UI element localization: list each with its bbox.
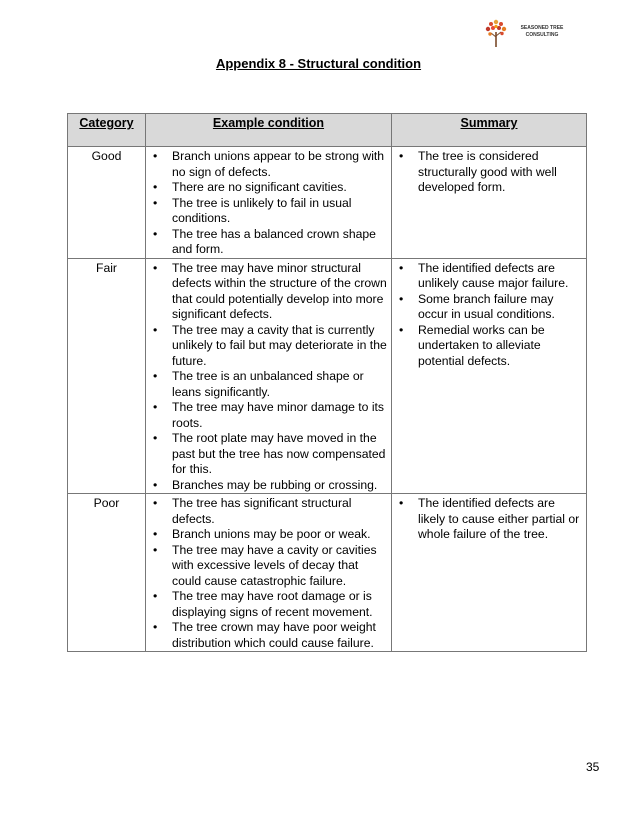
list-item: • The tree is an unbalanced shape or leans significantly.: [146, 369, 387, 400]
header-category: Category: [68, 114, 146, 147]
list-item: • The tree may a cavity that is currently unlikely to fail but may deteriorate in the future.: [146, 323, 387, 370]
list-item: • Remedial works can be undertaken to alleviate potential defects.: [392, 323, 582, 370]
condition-list: [146, 261, 387, 494]
list-item: • The identified defects are unlikely cause major failure.: [392, 261, 582, 292]
condition-cell: [146, 258, 392, 494]
page-title: Appendix 8 - Structural condition: [215, 56, 422, 71]
list-item: • Branch unions appear to be strong with no sign of defects.: [146, 149, 387, 180]
condition-list: [146, 496, 387, 651]
table-row-good: [68, 147, 587, 259]
list-item: • The tree may have root damage or is displaying signs of recent movement.: [146, 589, 387, 620]
list-item: • The tree may have minor structural defects within the structure of the crown that could potentially develop into more significant defects.: [146, 261, 387, 323]
company-logo: [483, 16, 573, 50]
list-item: • The tree is unlikely to fail in usual conditions.: [146, 196, 387, 227]
summary-cell: [392, 494, 587, 652]
list-item: • There are no significant cavities.: [146, 180, 387, 196]
list-item: • Branches may be rubbing or crossing.: [146, 478, 387, 494]
structural-condition-table: [67, 113, 587, 652]
summary-list: [392, 496, 582, 543]
condition-cell: [146, 147, 392, 259]
logo-text: SEASONED TREE CONSULTING: [520, 25, 564, 38]
category-cell: Poor: [68, 494, 146, 652]
summary-cell: [392, 147, 587, 259]
list-item: • The root plate may have moved in the past but the tree has now compensated for this.: [146, 431, 387, 478]
condition-list: [146, 149, 387, 258]
header-example-condition: Example condition: [146, 114, 392, 147]
condition-cell: [146, 494, 392, 652]
summary-cell: [392, 258, 587, 494]
list-item: • The identified defects are likely to cause either partial or whole failure of the tree.: [392, 496, 582, 543]
list-item: • The tree may have minor damage to its roots.: [146, 400, 387, 431]
list-item: • The tree crown may have poor weight distribution which could cause failure.: [146, 620, 387, 651]
page-number: 35: [586, 760, 600, 774]
summary-list: [392, 261, 582, 370]
table-row-fair: [68, 258, 587, 494]
category-cell: Good: [68, 147, 146, 259]
list-item: • The tree has a balanced crown shape and form.: [146, 227, 387, 258]
list-item: • Some branch failure may occur in usual conditions.: [392, 292, 582, 323]
tree-logo-icon: [483, 18, 509, 48]
list-item: • The tree has significant structural defects.: [146, 496, 387, 527]
table-header-row: [68, 114, 587, 147]
header-summary: Summary: [392, 114, 587, 147]
list-item: • The tree is considered structurally good with well developed form.: [392, 149, 582, 196]
table-row-poor: [68, 494, 587, 652]
summary-list: [392, 149, 582, 196]
category-cell: Fair: [68, 258, 146, 494]
list-item: • The tree may have a cavity or cavities with excessive levels of decay that could cause catastrophic failure.: [146, 543, 387, 590]
list-item: • Branch unions may be poor or weak.: [146, 527, 387, 543]
